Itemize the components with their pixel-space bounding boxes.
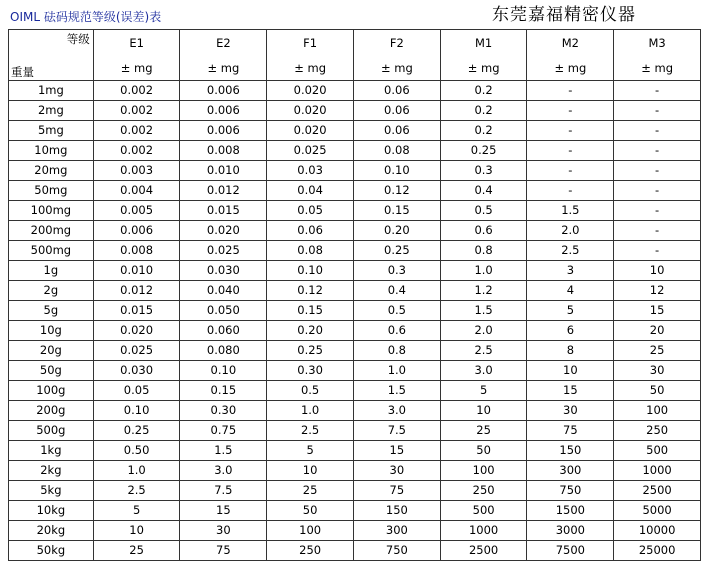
tolerance-cell: 0.006 [180, 101, 267, 121]
tolerance-cell: 10 [93, 521, 180, 541]
tolerance-cell: 0.3 [353, 261, 440, 281]
tolerance-cell: - [614, 101, 701, 121]
tolerance-cell: 30 [180, 521, 267, 541]
tolerance-cell: 0.10 [93, 401, 180, 421]
tolerance-cell: 5000 [614, 501, 701, 521]
table-row [9, 421, 701, 441]
tolerance-cell: 0.025 [180, 241, 267, 261]
tolerance-cell: 0.15 [267, 301, 354, 321]
tolerance-cell: 3000 [527, 521, 614, 541]
tolerance-cell: 1.5 [353, 381, 440, 401]
weight-cell: 10kg [9, 501, 94, 521]
class-header: F1 [267, 30, 354, 57]
tolerance-cell: - [527, 121, 614, 141]
weight-cell: 200mg [9, 221, 94, 241]
tolerance-cell: 0.4 [353, 281, 440, 301]
tolerance-cell: 1000 [614, 461, 701, 481]
unit-header-row [9, 56, 701, 81]
tolerance-cell: 25 [93, 541, 180, 561]
tolerance-cell: 0.03 [267, 161, 354, 181]
tolerance-cell: 0.3 [440, 161, 527, 181]
table-row [9, 341, 701, 361]
tolerance-cell: 0.25 [93, 421, 180, 441]
tolerance-cell: 250 [267, 541, 354, 561]
tolerance-cell: 10 [267, 461, 354, 481]
tolerance-cell: 10000 [614, 521, 701, 541]
table-row [9, 141, 701, 161]
tolerance-cell: 0.002 [93, 81, 180, 101]
class-header: E2 [180, 30, 267, 57]
unit-header: ± mg [267, 56, 354, 81]
unit-header: ± mg [93, 56, 180, 81]
tolerance-cell: 0.2 [440, 101, 527, 121]
table-row [9, 121, 701, 141]
tolerance-cell: 0.010 [180, 161, 267, 181]
tolerance-cell: 0.04 [267, 181, 354, 201]
weight-cell: 50kg [9, 541, 94, 561]
tolerance-cell: 0.8 [440, 241, 527, 261]
table-row [9, 441, 701, 461]
tolerance-cell: 0.75 [180, 421, 267, 441]
tolerance-cell: 1.5 [527, 201, 614, 221]
weight-cell: 5mg [9, 121, 94, 141]
tolerance-cell: 2.0 [527, 221, 614, 241]
weight-cell: 5g [9, 301, 94, 321]
tolerance-cell: 250 [440, 481, 527, 501]
tolerance-cell: 1.0 [93, 461, 180, 481]
tolerance-cell: 10 [440, 401, 527, 421]
tolerance-cell: 25 [614, 341, 701, 361]
tolerance-cell: 25 [440, 421, 527, 441]
tolerance-cell: 15 [180, 501, 267, 521]
weight-cell: 100g [9, 381, 94, 401]
tolerance-cell: 30 [353, 461, 440, 481]
tolerance-cell: 150 [527, 441, 614, 461]
tolerance-cell: - [527, 81, 614, 101]
tolerance-cell: 0.5 [267, 381, 354, 401]
tolerance-cell: 0.05 [267, 201, 354, 221]
tolerance-cell: 50 [614, 381, 701, 401]
tolerance-cell: 0.040 [180, 281, 267, 301]
tolerance-cell: 5 [527, 301, 614, 321]
tolerance-cell: 1500 [527, 501, 614, 521]
tolerance-cell: 100 [267, 521, 354, 541]
tolerance-cell: 10 [527, 361, 614, 381]
tolerance-cell: 25000 [614, 541, 701, 561]
tolerance-cell: 0.08 [353, 141, 440, 161]
tolerance-cell: 0.10 [180, 361, 267, 381]
table-row [9, 101, 701, 121]
tolerance-cell: - [527, 181, 614, 201]
class-header: F2 [353, 30, 440, 57]
table-row [9, 541, 701, 561]
weight-cell: 10mg [9, 141, 94, 161]
unit-header: ± mg [353, 56, 440, 81]
tolerance-cell: 0.002 [93, 121, 180, 141]
tolerance-cell: 15 [614, 301, 701, 321]
tolerance-cell: 2500 [614, 481, 701, 501]
weight-corner-label: 重量 [9, 56, 94, 81]
tolerance-cell: 3.0 [440, 361, 527, 381]
tolerance-cell: 75 [353, 481, 440, 501]
tolerance-cell: 3 [527, 261, 614, 281]
tolerance-cell: 0.8 [353, 341, 440, 361]
tolerance-cell: 0.4 [440, 181, 527, 201]
unit-header: ± mg [527, 56, 614, 81]
tolerance-cell: 0.15 [353, 201, 440, 221]
table-title: OIML 砝码规范等级(误差)表 [10, 10, 162, 24]
table-row [9, 401, 701, 421]
table-row [9, 501, 701, 521]
tolerance-cell: 1.5 [440, 301, 527, 321]
tolerance-cell: 0.20 [267, 321, 354, 341]
class-corner-label: 等级 [9, 30, 94, 57]
tolerance-cell: 0.25 [440, 141, 527, 161]
tolerance-cell: 0.030 [93, 361, 180, 381]
tolerance-cell: 7.5 [353, 421, 440, 441]
tolerance-cell: 15 [353, 441, 440, 461]
tolerance-cell: 0.010 [93, 261, 180, 281]
tolerance-cell: 0.006 [180, 81, 267, 101]
tolerance-cell: 0.5 [440, 201, 527, 221]
unit-header: ± mg [440, 56, 527, 81]
tolerance-cell: - [614, 181, 701, 201]
tolerance-cell: 0.015 [93, 301, 180, 321]
tolerance-cell: 0.6 [440, 221, 527, 241]
table-row [9, 381, 701, 401]
tolerance-cell: - [614, 241, 701, 261]
tolerance-cell: - [614, 81, 701, 101]
tolerance-cell: - [614, 141, 701, 161]
table-row [9, 361, 701, 381]
tolerance-cell: 0.5 [353, 301, 440, 321]
tolerance-cell: 0.30 [180, 401, 267, 421]
tolerance-cell: 150 [353, 501, 440, 521]
tolerance-cell: 1.0 [267, 401, 354, 421]
tolerance-cell: 300 [353, 521, 440, 541]
tolerance-cell: 2500 [440, 541, 527, 561]
tolerance-cell: - [614, 121, 701, 141]
tolerance-cell: 3.0 [353, 401, 440, 421]
tolerance-cell: - [614, 221, 701, 241]
class-header: M3 [614, 30, 701, 57]
tolerance-cell: 0.006 [180, 121, 267, 141]
weight-cell: 1mg [9, 81, 94, 101]
tolerance-cell: 3.0 [180, 461, 267, 481]
table-row [9, 161, 701, 181]
tolerance-cell: 75 [527, 421, 614, 441]
weight-cell: 500g [9, 421, 94, 441]
tolerance-cell: 500 [440, 501, 527, 521]
tolerance-cell: 0.008 [180, 141, 267, 161]
weight-cell: 100mg [9, 201, 94, 221]
weight-cell: 200g [9, 401, 94, 421]
class-header: M1 [440, 30, 527, 57]
tolerance-cell: 0.12 [267, 281, 354, 301]
table-row [9, 481, 701, 501]
tolerance-cell: - [527, 161, 614, 181]
tolerance-cell: 2.5 [93, 481, 180, 501]
table-row [9, 81, 701, 101]
tolerance-cell: 0.06 [353, 121, 440, 141]
weight-cell: 500mg [9, 241, 94, 261]
tolerance-cell: 0.50 [93, 441, 180, 461]
tolerance-cell: 0.003 [93, 161, 180, 181]
tolerance-cell: 0.6 [353, 321, 440, 341]
weight-cell: 50mg [9, 181, 94, 201]
weight-cell: 2g [9, 281, 94, 301]
tolerance-cell: 10 [614, 261, 701, 281]
tolerance-cell: 30 [527, 401, 614, 421]
weight-tolerance-table [8, 29, 701, 561]
tolerance-cell: 20 [614, 321, 701, 341]
class-header-row [9, 30, 701, 57]
tolerance-cell: 750 [353, 541, 440, 561]
tolerance-cell: 8 [527, 341, 614, 361]
tolerance-cell: 1.5 [180, 441, 267, 461]
tolerance-cell: - [527, 101, 614, 121]
tolerance-cell: 2.5 [527, 241, 614, 261]
table-row [9, 241, 701, 261]
tolerance-cell: 0.12 [353, 181, 440, 201]
tolerance-cell: 30 [614, 361, 701, 381]
tolerance-cell: - [527, 141, 614, 161]
tolerance-cell: 0.025 [267, 141, 354, 161]
tolerance-cell: 0.015 [180, 201, 267, 221]
tolerance-cell: 0.15 [180, 381, 267, 401]
tolerance-cell: 0.060 [180, 321, 267, 341]
tolerance-cell: 2.5 [267, 421, 354, 441]
tolerance-cell: 0.050 [180, 301, 267, 321]
tolerance-cell: 0.10 [353, 161, 440, 181]
tolerance-cell: 0.2 [440, 121, 527, 141]
tolerance-cell: 0.004 [93, 181, 180, 201]
tolerance-cell: 0.08 [267, 241, 354, 261]
tolerance-cell: 7.5 [180, 481, 267, 501]
tolerance-cell: 0.25 [267, 341, 354, 361]
table-row [9, 181, 701, 201]
tolerance-cell: 1.2 [440, 281, 527, 301]
tolerance-cell: 0.06 [267, 221, 354, 241]
unit-header: ± mg [180, 56, 267, 81]
tolerance-cell: 0.30 [267, 361, 354, 381]
company-name: 东莞嘉福精密仪器 [492, 5, 636, 25]
tolerance-cell: 300 [527, 461, 614, 481]
tolerance-cell: 6 [527, 321, 614, 341]
table-row [9, 461, 701, 481]
weight-cell: 20kg [9, 521, 94, 541]
tolerance-cell: - [614, 161, 701, 181]
tolerance-cell: 5 [440, 381, 527, 401]
weight-cell: 10g [9, 321, 94, 341]
tolerance-cell: 0.05 [93, 381, 180, 401]
tolerance-cell: 0.008 [93, 241, 180, 261]
weight-cell: 50g [9, 361, 94, 381]
table-row [9, 281, 701, 301]
tolerance-cell: 0.020 [267, 101, 354, 121]
table-row [9, 201, 701, 221]
tolerance-cell: 0.020 [180, 221, 267, 241]
unit-header: ± mg [614, 56, 701, 81]
table-row [9, 321, 701, 341]
class-header: E1 [93, 30, 180, 57]
tolerance-cell: 0.020 [267, 121, 354, 141]
table-row [9, 261, 701, 281]
tolerance-cell: 0.012 [180, 181, 267, 201]
tolerance-cell: 0.2 [440, 81, 527, 101]
tolerance-cell: 5 [267, 441, 354, 461]
tolerance-cell: 15 [527, 381, 614, 401]
weight-cell: 20g [9, 341, 94, 361]
tolerance-cell: 2.0 [440, 321, 527, 341]
tolerance-cell: 100 [440, 461, 527, 481]
tolerance-cell: 750 [527, 481, 614, 501]
page-header [0, 0, 717, 28]
tolerance-cell: 0.020 [93, 321, 180, 341]
tolerance-cell: 0.005 [93, 201, 180, 221]
tolerance-cell: 0.020 [267, 81, 354, 101]
tolerance-cell: 0.002 [93, 141, 180, 161]
tolerance-cell: 0.10 [267, 261, 354, 281]
tolerance-cell: 4 [527, 281, 614, 301]
tolerance-cell: 100 [614, 401, 701, 421]
table-row [9, 221, 701, 241]
table-row [9, 301, 701, 321]
weight-cell: 5kg [9, 481, 94, 501]
tolerance-cell: 12 [614, 281, 701, 301]
tolerance-cell: 0.20 [353, 221, 440, 241]
tolerance-cell: 0.080 [180, 341, 267, 361]
tolerance-cell: 5 [93, 501, 180, 521]
tolerance-cell: 75 [180, 541, 267, 561]
tolerance-cell: 0.002 [93, 101, 180, 121]
tolerance-cell: 0.06 [353, 81, 440, 101]
class-header: M2 [527, 30, 614, 57]
table-row [9, 521, 701, 541]
tolerance-cell: 7500 [527, 541, 614, 561]
tolerance-cell: 250 [614, 421, 701, 441]
tolerance-cell: 500 [614, 441, 701, 461]
weight-cell: 1kg [9, 441, 94, 461]
tolerance-cell: 0.25 [353, 241, 440, 261]
tolerance-cell: 0.006 [93, 221, 180, 241]
tolerance-cell: 1000 [440, 521, 527, 541]
tolerance-cell: 25 [267, 481, 354, 501]
weight-cell: 1g [9, 261, 94, 281]
tolerance-cell: 1.0 [440, 261, 527, 281]
tolerance-cell: 0.012 [93, 281, 180, 301]
tolerance-cell: 0.025 [93, 341, 180, 361]
tolerance-cell: 2.5 [440, 341, 527, 361]
weight-cell: 2kg [9, 461, 94, 481]
tolerance-cell: 0.030 [180, 261, 267, 281]
tolerance-cell: 50 [440, 441, 527, 461]
weight-cell: 2mg [9, 101, 94, 121]
tolerance-cell: 1.0 [353, 361, 440, 381]
tolerance-cell: - [614, 201, 701, 221]
tolerance-cell: 50 [267, 501, 354, 521]
tolerance-cell: 0.06 [353, 101, 440, 121]
weight-cell: 20mg [9, 161, 94, 181]
